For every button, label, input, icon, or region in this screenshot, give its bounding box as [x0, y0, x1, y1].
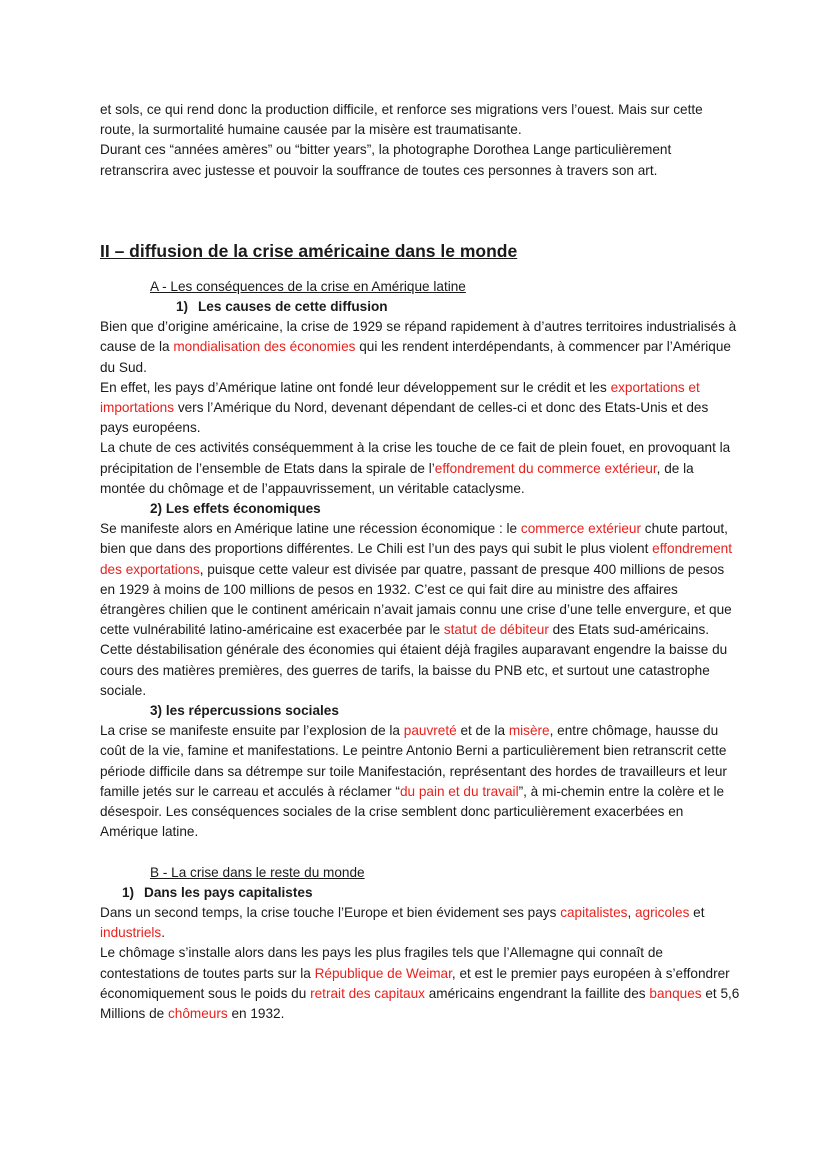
highlight: mondialisation des économies [173, 339, 356, 355]
paragraph-a1-3: La chute de ces activités conséquemment à la crise les touche de ce fait de plein fouet, en provoquant la précipitation de l’ensemble de Etats dans la spirale de l’effondrement du commerce extérieur, de la montée du chômage et de l’appauvrissement, un véritable cataclysme. [100, 440, 731, 496]
paragraph-a2-2: Cette déstabilisation générale des économies qui étaient déjà fragiles auparavant engendre la baisse du cours des matières premières, des guerres de tarifs, la baisse du PNB etc, et surtout une catastrophe sociale. [100, 642, 728, 698]
highlight: statut de débiteur [443, 622, 549, 638]
highlight: pauvreté [403, 723, 457, 739]
highlight: capitalistes [560, 904, 628, 920]
highlight: du pain et du travail [399, 783, 519, 799]
subsection-a-heading: A - Les conséquences de la crise en Amérique latine [150, 278, 466, 294]
paragraph-a1-1: Bien que d’origine américaine, la crise de 1929 se répand rapidement à d’autres territoires industrialisés à cause de la mondialisation des économies qui les rendent interdépendants, à commencer par l’Amérique du Sud. [100, 319, 737, 375]
subsection-b-heading: B - La crise dans le reste du monde [150, 864, 365, 880]
section-heading: II – diffusion de la crise américaine dans le monde [100, 240, 518, 261]
highlight: misère [508, 723, 550, 739]
highlight: exportations et importations [100, 379, 700, 416]
highlight: retrait des capitaux [310, 985, 425, 1001]
subsection-a2-heading: 2) Les effets économiques [150, 501, 321, 517]
subsection-a1-heading: 1) Les causes de cette diffusion [176, 299, 388, 315]
subsection-b1-heading: 1) Dans les pays capitalistes [122, 884, 313, 900]
highlight: agricoles [635, 904, 690, 920]
intro-paragraph-1: et sols, ce qui rend donc la production difficile, et renforce ses migrations vers l’ouest. Mais sur cette route, la surmortalité humaine causée par la misère est traumatisante. [100, 102, 703, 138]
highlight: commerce extérieur [520, 521, 642, 537]
paragraph-b1-1: Dans un second temps, la crise touche l’Europe et bien évidement ses pays capitalistes, agricoles et industriels. [100, 904, 705, 941]
paragraph-a2-1: Se manifeste alors en Amérique latine une récession économique : le commerce extérieur chute partout, bien que dans des proportions différentes. Le Chili est l’un des pays qui subit le plus violent effondrement des exportations, puisque cette valeur est divisée par quatre, passant de presque 400 millions de pesos en 1929 à moins de 100 millions de pesos en 1932. C’est ce qui fait dire au ministre des affaires étrangères chilien que le continent américain n’avait jamais connu une crise d’une telle envergure, et que cette vulnérabilité latino-américaine est exacerbée par le statut de débiteur des Etats sud-américains. [100, 521, 733, 638]
paragraph-a3-1: La crise se manifeste ensuite par l’explosion de la pauvreté et de la misère, entre chômage, hausse du coût de la vie, famine et manifestations. Le peintre Antonio Berni a particulièrement bien retranscrit cette période difficile dans sa détrempe sur toile Manifestación, représentant des hordes de travailleurs et leur famille jetés sur le carreau et acculés à réclamer “du pain et du travail”, à mi-chemin entre la colère et le désespoir. Les conséquences sociales de la crise semblent donc particulièrement exacerbées en Amérique latine. [100, 723, 727, 840]
highlight: effondrement du commerce extérieur [434, 460, 657, 476]
paragraph-a1-2: En effet, les pays d’Amérique latine ont fondé leur développement sur le crédit et les exportations et importations vers l’Amérique du Nord, devenant dépendant de celles-ci et donc des Etats-Unis et des pays européens. [100, 379, 709, 436]
document-page [100, 100, 740, 1024]
subsection-a3-heading: 3) les répercussions sociales [150, 703, 339, 719]
highlight: République de Weimar [314, 965, 452, 981]
highlight: banques [649, 985, 702, 1001]
highlight: effondrement des exportations [100, 541, 733, 577]
highlight: chômeurs [168, 1005, 228, 1021]
paragraph-b1-2: Le chômage s’installe alors dans les pays les plus fragiles tels que l’Allemagne qui connaît de contestations de toutes parts sur la République de Weimar, et est le premier pays européen à s’effondrer économiquement sous le poids du retrait des capitaux américains engendrant la faillite des banques et 5,6 Millions de chômeurs en 1932. [100, 945, 740, 1021]
intro-paragraph-2: Durant ces “années amères” ou “bitter years”, la photographe Dorothea Lange particulièrement retranscrira avec justesse et pouvoir la souffrance de toutes ces personnes à travers son art. [100, 142, 672, 178]
highlight: industriels [100, 925, 162, 941]
